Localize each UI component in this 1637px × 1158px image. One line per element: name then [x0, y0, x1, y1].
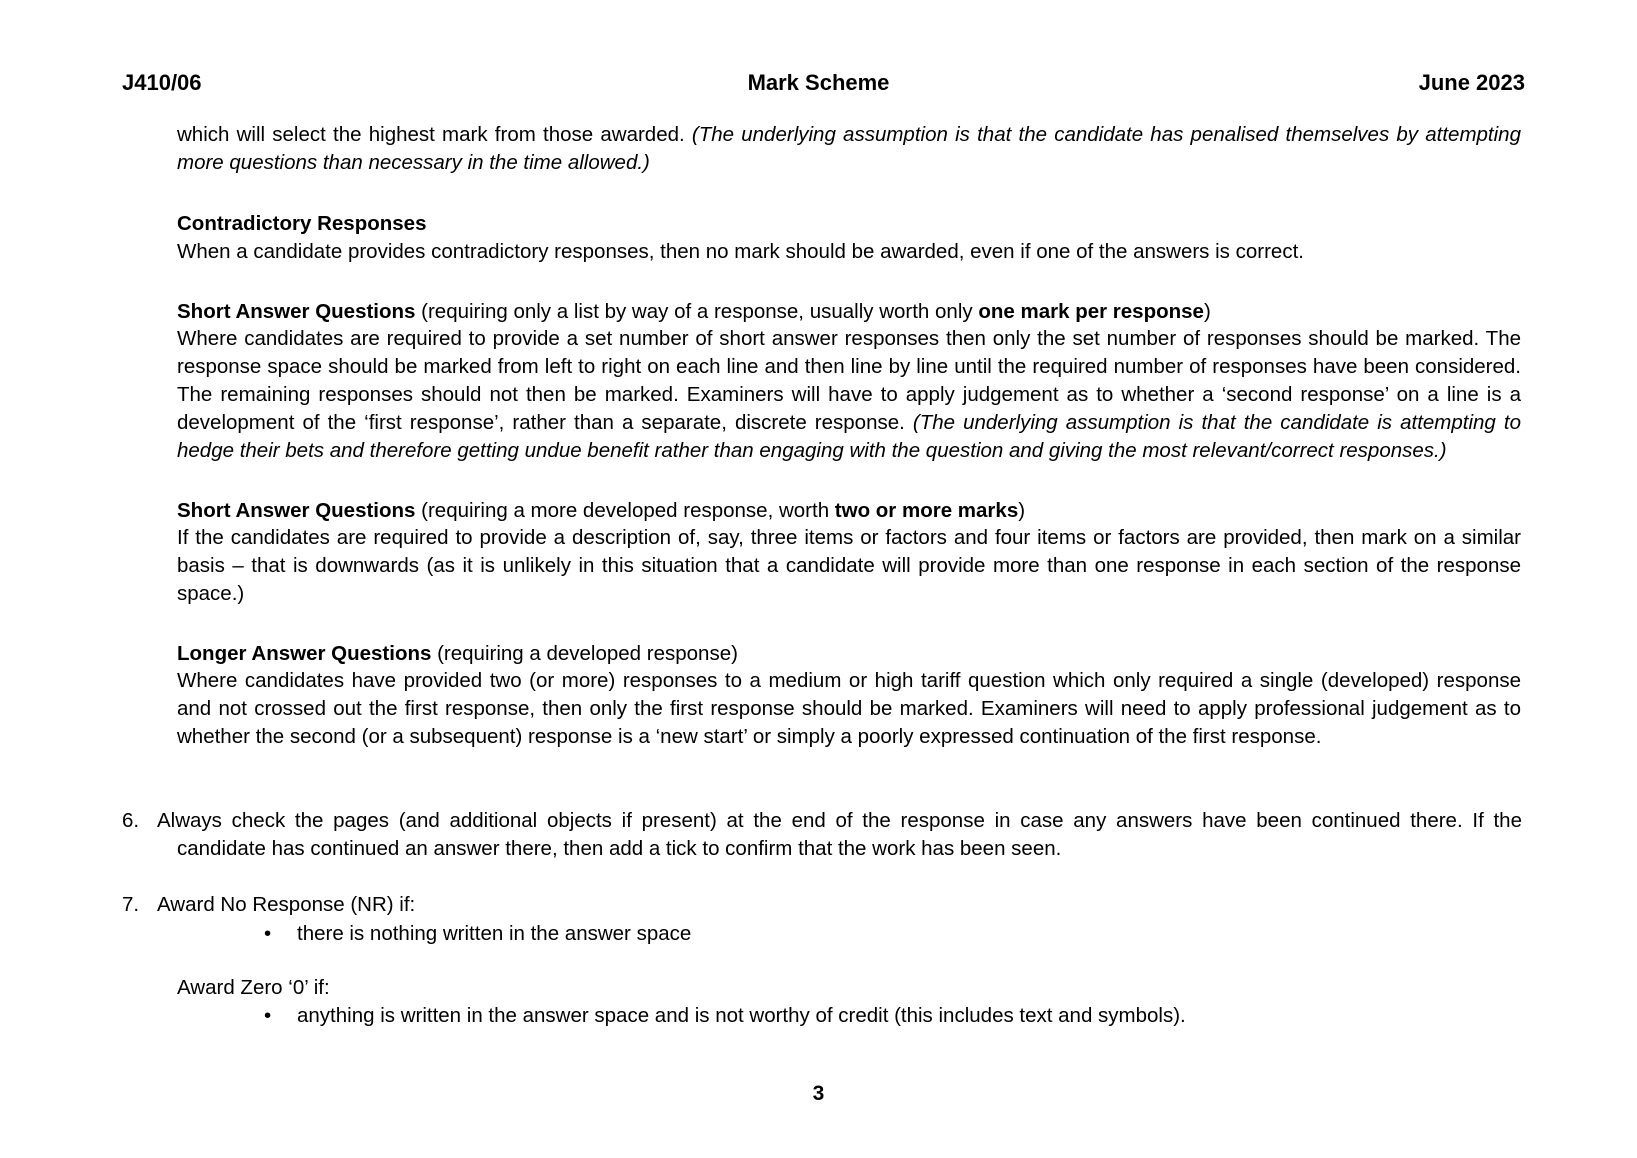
intro-text: which will select the highest mark from those awarded.	[177, 123, 685, 146]
item-6-line1: Always check the pages (and additional objects if present) at the end of the response in case any answers have been continued there. If the	[157, 809, 1522, 832]
short-list-title: Short Answer Questions	[177, 300, 416, 323]
intro-paragraph	[177, 121, 1521, 177]
short-list-text: Where candidates are required to provide a set number of short answer responses then only the set number of responses should be marked. The response space should be marked from left to right on each line and then line by line until the required number of responses have been considered. The remaining responses should not then be marked. Examiners will have to apply judgement as to whether a ‘second response’ on a line is a development of the ‘first response’, rather than a separate, discrete response.	[177, 327, 1521, 434]
contradictory-body: When a candidate provides contradictory responses, then no mark should be awarded, even if one of the answers is correct.	[177, 240, 1304, 263]
short-list-body	[177, 325, 1521, 465]
short-list-heading	[177, 299, 1521, 325]
short-developed-body: If the candidates are required to provide a description of, say, three items or factors and four items or factors are provided, then mark on a similar basis – that is downwards (as it is unlikely in this situation that a candidate will provide more than one response in each section of the response space.)	[177, 526, 1521, 605]
bullet-icon: •	[264, 1004, 272, 1027]
short-developed-title: Short Answer Questions	[177, 499, 416, 522]
item-7-number: 7.	[122, 893, 140, 916]
document-code: J410/06	[122, 70, 202, 95]
short-developed-subtitle-bold: two or more marks	[834, 499, 1019, 522]
bullet-icon: •	[264, 922, 272, 945]
contradictory-title: Contradictory Responses	[177, 212, 427, 235]
document-date: June 2023	[1418, 70, 1525, 95]
item-7-text: Award No Response (NR) if:	[157, 893, 416, 916]
short-developed-subtitle-pre: (requiring a more developed response, worth	[415, 499, 835, 522]
item-6-line2: candidate has continued an answer there, then add a tick to confirm that the work has been seen.	[177, 837, 1062, 860]
item-6-number: 6.	[122, 809, 140, 832]
longer-title: Longer Answer Questions	[177, 642, 432, 665]
list-item-6	[122, 807, 1522, 863]
section-short-list	[177, 299, 1521, 465]
short-list-subtitle-post: )	[1203, 300, 1211, 323]
short-developed-subtitle-post: )	[1018, 499, 1026, 522]
short-developed-heading	[177, 498, 1521, 524]
main-content	[177, 121, 1521, 751]
page-number: 3	[812, 1082, 825, 1105]
award-zero-text: Award Zero ‘0’ if:	[177, 976, 330, 999]
bullet-zero-text: anything is written in the answer space and is not worthy of credit (this includes text and symbols).	[297, 1004, 1186, 1027]
short-list-subtitle-pre: (requiring only a list by way of a response, usually worth only	[415, 300, 979, 323]
longer-body: Where candidates have provided two (or more) responses to a medium or high tariff question which only required a single (developed) response and not crossed out the first response, then only the first response should be marked. Examiners will need to apply professional judgement as to whether the second (or a subsequent) response is a ‘new start’ or simply a poorly expressed continuation of the first response.	[177, 669, 1521, 748]
short-list-italic: (The underlying assumption is that the candidate is attempting to hedge their bets and therefore getting undue benefit rather than engaging with the question and giving the most relevant/correct responses.)	[177, 411, 1521, 462]
bullet-nr-text: there is nothing written in the answer space	[297, 922, 692, 945]
list-item-7	[122, 891, 1522, 919]
section-short-developed	[177, 498, 1521, 608]
short-list-subtitle-bold: one mark per response	[978, 300, 1204, 323]
longer-heading	[177, 641, 1521, 667]
section-longer	[177, 641, 1521, 751]
document-title: Mark Scheme	[747, 70, 890, 95]
intro-italic: (The underlying assumption is that the candidate has penalised themselves by attempting more questions than necessary in the time allowed.)	[177, 123, 1521, 174]
section-contradictory	[177, 210, 1521, 266]
longer-subtitle: (requiring a developed response)	[431, 642, 738, 665]
